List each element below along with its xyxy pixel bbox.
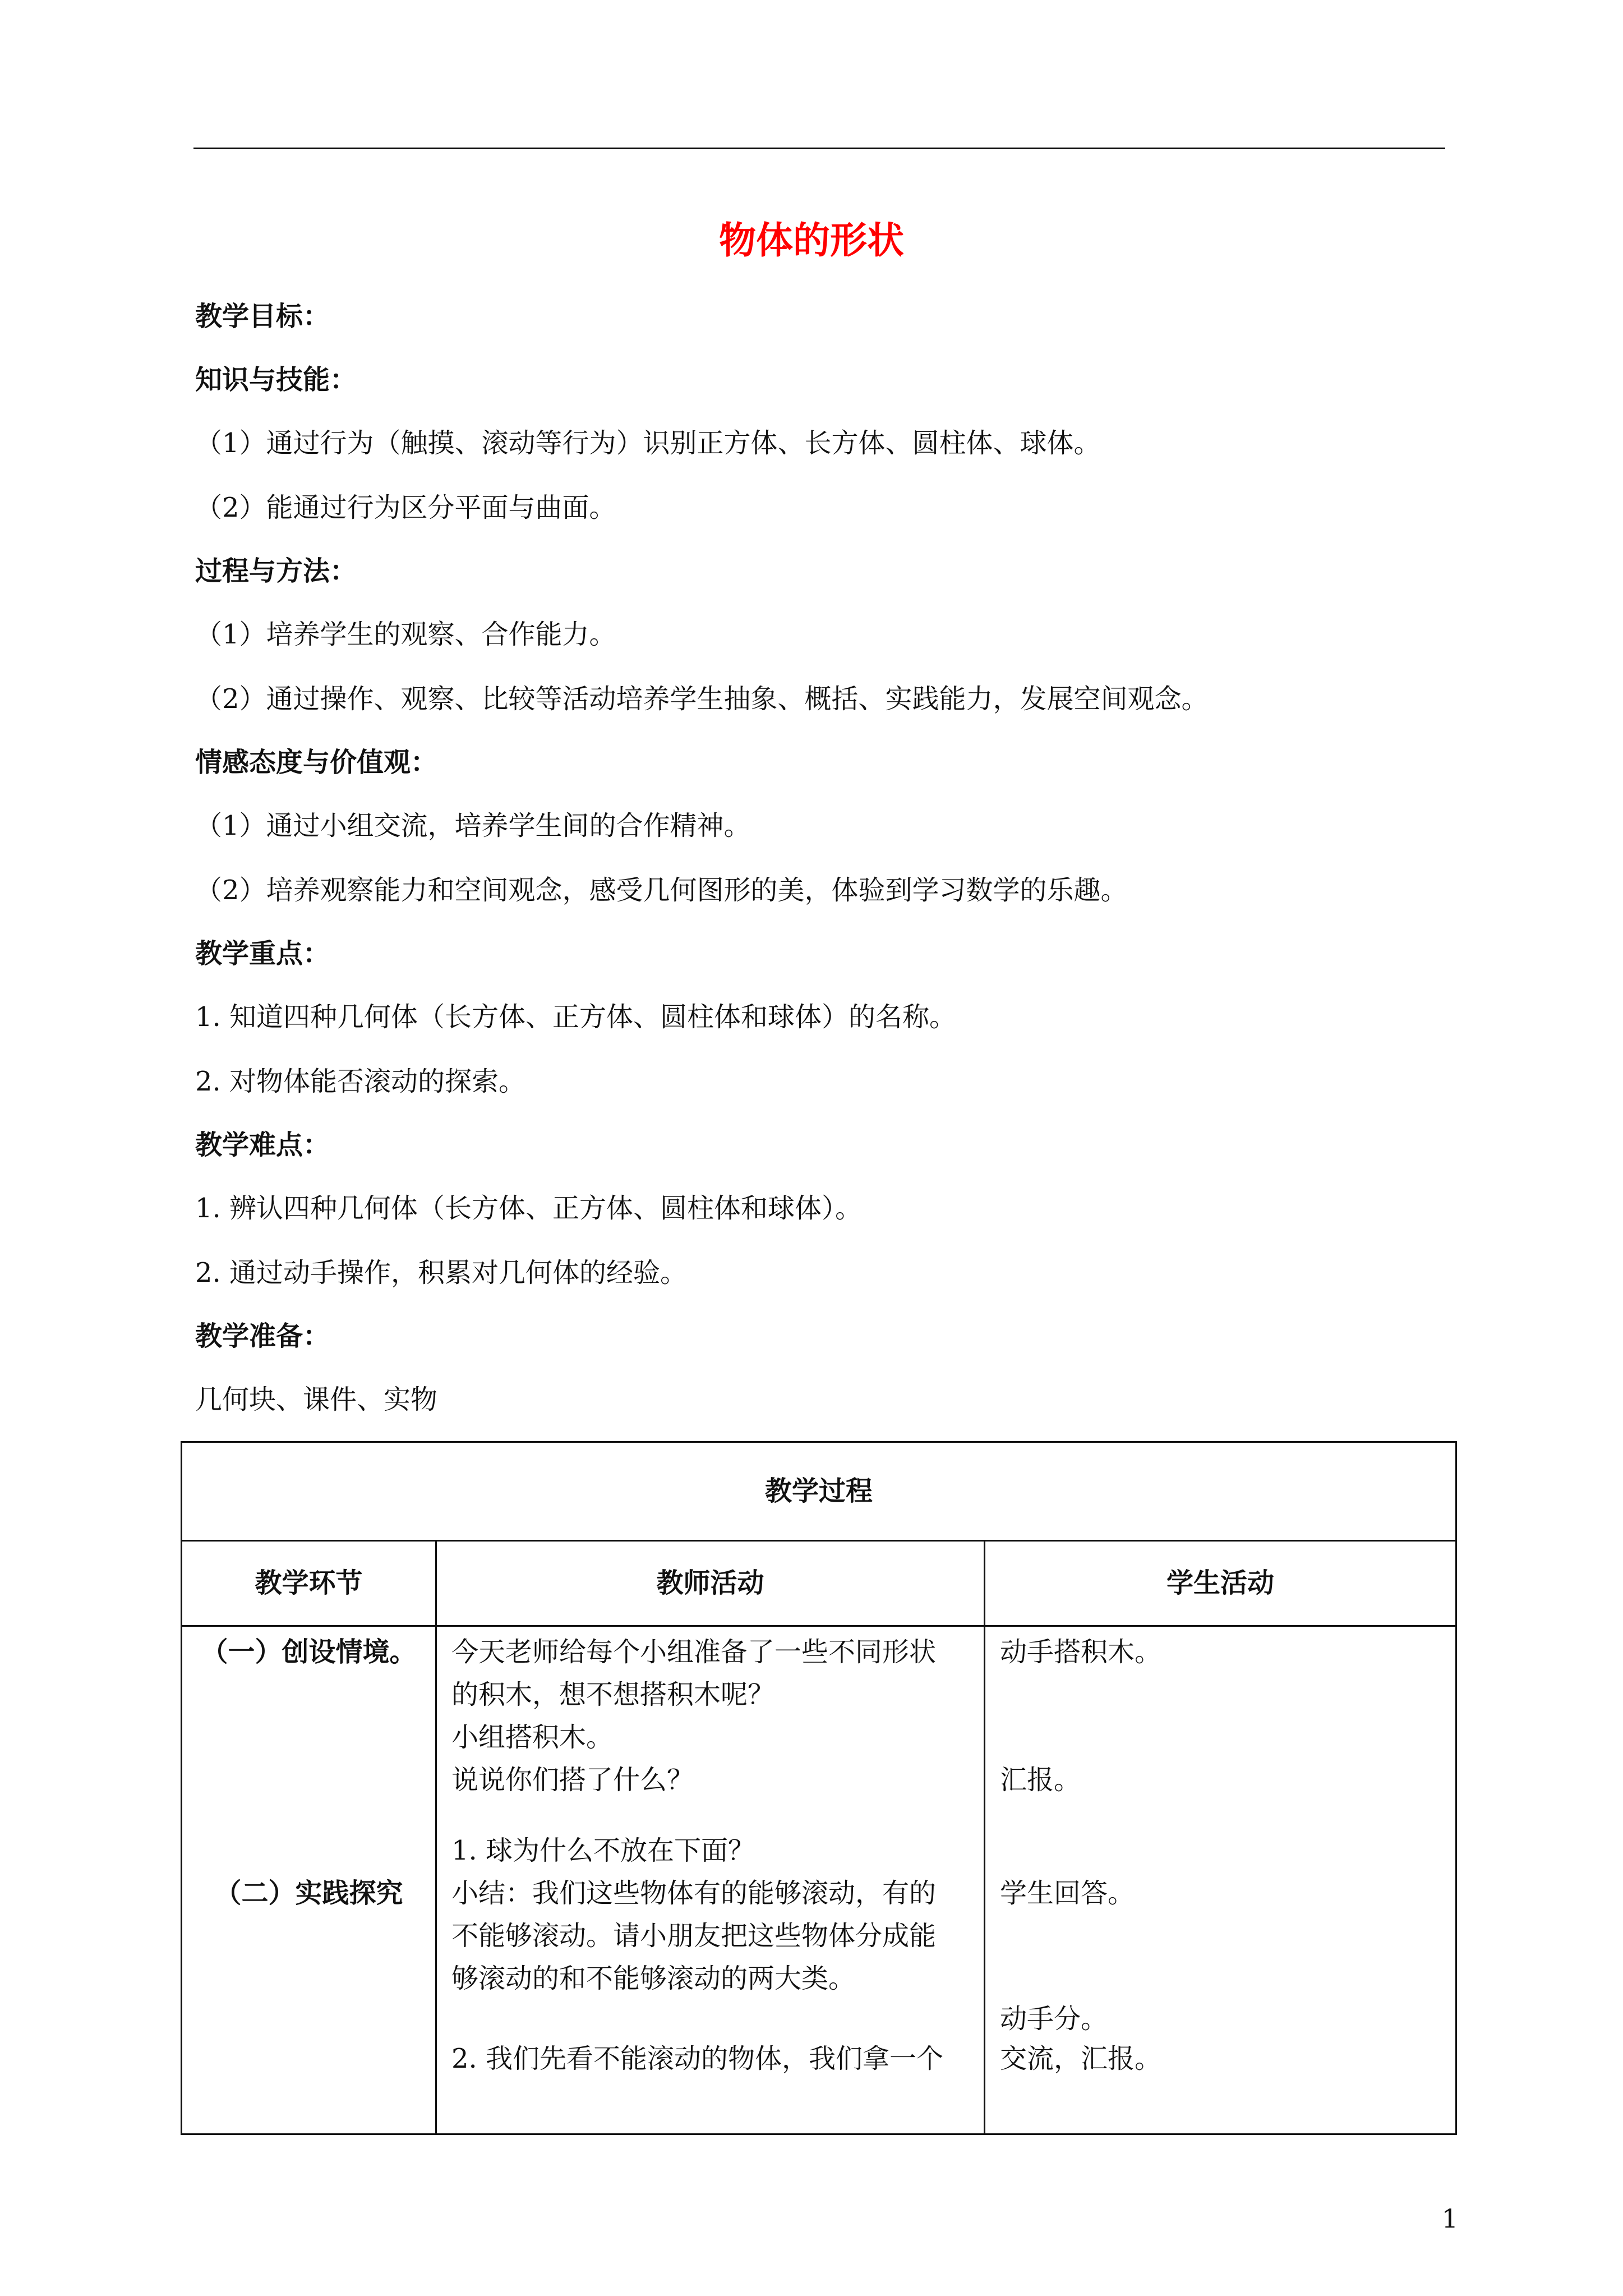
paragraph: （2）通过操作、观察、比较等活动培养学生抽象、概括、实践能力，发展空间观念。 (195, 683, 1209, 715)
page-number: 1 (1441, 2203, 1458, 2234)
paragraph: （2）能通过行为区分平面与曲面。 (195, 492, 616, 523)
teacher-activity-line: 说说你们搭了什么？ (451, 1764, 694, 1796)
teacher-activity-line: 2. 我们先看不能滚动的物体，我们拿一个 (451, 2043, 944, 2074)
heading-key-points: 教学重点： (195, 938, 330, 969)
paragraph: （1）通过行为（触摸、滚动等行为）识别正方体、长方体、圆柱体、球体。 (195, 427, 1101, 459)
teacher-activity-line: 不能够滚动。请小朋友把这些物体分成能 (451, 1920, 937, 1952)
heading-knowledge-skills: 知识与技能： (195, 364, 357, 395)
teaching-process-table (181, 1441, 1457, 2135)
paragraph: 2. 对物体能否滚动的探索。 (195, 1066, 526, 1097)
stage-cell: （一）创设情境。 (201, 1636, 417, 1668)
table-rule (182, 1540, 1455, 1542)
table-rule (984, 1542, 985, 2135)
paragraph: 几何块、课件、实物 (195, 1384, 438, 1415)
paragraph: （1）培养学生的观察、合作能力。 (195, 619, 616, 650)
teacher-activity-line: 的积木，想不想搭积木呢？ (451, 1679, 775, 1710)
table-rule (435, 1542, 437, 2135)
teacher-activity-line: 小组搭积木。 (451, 1722, 614, 1753)
heading-difficulties: 教学难点： (195, 1129, 330, 1161)
table-rule (182, 1625, 1455, 1627)
heading-process-method: 过程与方法： (195, 555, 357, 587)
teacher-activity-line: 1. 球为什么不放在下面？ (451, 1835, 755, 1866)
paragraph: 2. 通过动手操作，积累对几何体的经验。 (195, 1257, 688, 1289)
student-activity-line: 汇报。 (1000, 1764, 1081, 1796)
paragraph: （2）培养观察能力和空间观念，感受几何图形的美，体验到学习数学的乐趣。 (195, 875, 1128, 906)
student-activity-line: 学生回答。 (1000, 1878, 1135, 1909)
column-header-student: 学生活动 (1166, 1567, 1274, 1599)
teacher-activity-line: 今天老师给每个小组准备了一些不同形状 (451, 1636, 937, 1668)
document-title: 物体的形状 (719, 218, 904, 262)
column-header-teacher: 教师活动 (656, 1567, 764, 1599)
stage-cell: （二）实践探究 (214, 1878, 403, 1909)
paragraph: （1）通过小组交流，培养学生间的合作精神。 (195, 810, 751, 841)
paragraph: 1. 知道四种几何体（长方体、正方体、圆柱体和球体）的名称。 (195, 1001, 957, 1033)
table-caption: 教学过程 (764, 1475, 873, 1507)
paragraph: 1. 辨认四种几何体（长方体、正方体、圆柱体和球体）。 (195, 1193, 863, 1224)
teacher-activity-line: 小结：我们这些物体有的能够滚动，有的 (451, 1878, 937, 1909)
student-activity-line: 动手分。 (1000, 2003, 1108, 2035)
heading-teaching-goals: 教学目标： (195, 301, 330, 332)
student-activity-line: 交流，汇报。 (1000, 2043, 1162, 2074)
heading-attitude-values: 情感态度与价值观： (195, 747, 438, 778)
student-activity-line: 动手搭积木。 (1000, 1636, 1162, 1668)
teacher-activity-line: 够滚动的和不能够滚动的两大类。 (451, 1963, 856, 1994)
header-rule (193, 148, 1445, 149)
column-header-stage: 教学环节 (255, 1567, 363, 1599)
heading-preparation: 教学准备： (195, 1320, 330, 1352)
